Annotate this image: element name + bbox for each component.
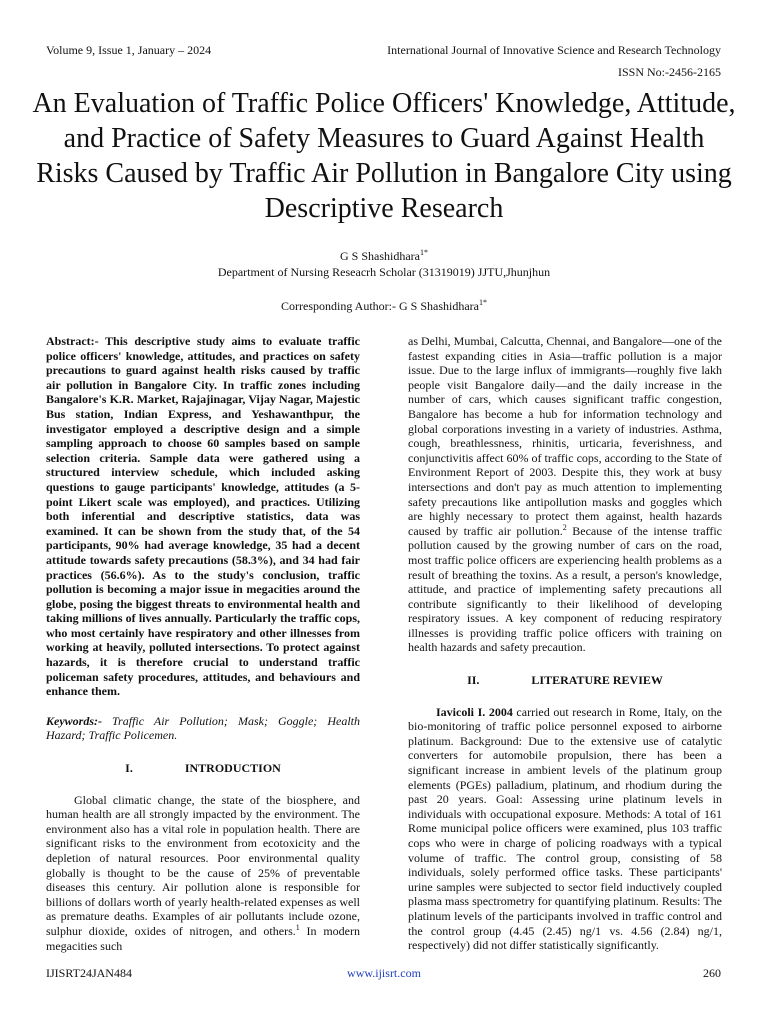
intro-para1-text: Global climatic change, the state of the biosphere, and human health are all strongly impacted by the environment. The environment also has a vital role in population health. There are significant risks to the environment from ecotoxicity and the depletion of natural resources. Poor environmental quality globally is thought to be the cause of 25% of preventable diseases this century. Air pollution alone is responsible for billions of dollars worth of yearly health-related expenses as well as premature deaths. Examples of air pollutants include ozone, sulphur dioxide, oxides of nitrogen, and others. <box>46 792 360 938</box>
volume-issue: Volume 9, Issue 1, January – 2024 <box>46 43 212 57</box>
affiliation: Department of Nursing Reseacrh Scholar (31319019) JJTU,Jhunjhun <box>217 265 551 279</box>
right-column <box>408 334 722 953</box>
keywords <box>46 714 360 743</box>
author-line <box>0 248 768 264</box>
corresponding-sup: 1* <box>478 298 487 307</box>
journal-name: International Journal of Innovative Science and Research Technology <box>387 43 721 57</box>
journal-url-link[interactable]: www.ijisrt.com <box>347 966 421 980</box>
author-sup: 1* <box>420 248 428 257</box>
abstract: Abstract:- This descriptive study aims to evaluate traffic police officers' knowledge, attitudes, and practices on safety precautions to guard against health risks caused by traffic air pollution in Bangalore City. In traffic zones including Bangalore's K.R. Market, Rajajinagar, Vijay Nagar, Majestic Bus station, Indian Express, and Yeshawanthpur, the investigator employed a descriptive design and a simple sampling approach to choose 60 samples based on sample selection criteria. Sample data were gathered using a structured interview schedule, which included asking questions to gauge participants' knowledge, attitudes (a 5-point Likert scale was employed), and practices. Utilizing both inferential and descriptive statistics, data was examined. It can be shown from the study that, of the 54 participants, 90% had average knowledge, 35 had a decent attitude towards safety precautions (58.3%), and 34 had fair practices (56.6%). As to the study's conclusion, traffic pollution is becoming a major issue in megacities around the globe, posing the biggest threats to environmental health and taking millions of lives annually. Particularly the traffic cops, who most certainly have respiratory and other illnesses from working at heavily, polluted intersections. To protect against hazards, it is therefore crucial to understand traffic policeman safety procedures, attitudes, and behaviours and enhance them. <box>46 334 360 699</box>
intro-para2-tail: Because of the intense traffic pollution caused by the growing number of cars on the road, most traffic police officers are experiencing health problems as a result of breathing the toxins. As a result, a person's knowledge, attitude, and practice of implementing safety precautions all contribute significantly to their likelihood of developing respiratory issues. A key component of reducing respiratory illnesses is providing traffic police officers with training on health hazards and safety precaution. <box>408 523 723 655</box>
author-name: G S Shashidhara <box>340 249 420 263</box>
intro-heading <box>46 761 360 776</box>
corresponding-author <box>0 298 768 314</box>
issn: ISSN No:-2456-2165 <box>617 65 721 79</box>
lit-review-lead: Iavicoli I. 2004 <box>436 704 513 719</box>
keywords-label: Keywords:- <box>46 713 102 728</box>
lit-review-paragraph <box>408 705 722 953</box>
lit-review-heading <box>408 673 722 688</box>
intro-paragraph-2 <box>408 334 722 655</box>
citation-2: 2 <box>562 522 567 532</box>
left-column <box>46 334 360 953</box>
citation-1: 1 <box>295 922 300 932</box>
page-number: 260 <box>703 966 721 980</box>
intro-title: INTRODUCTION <box>184 761 281 776</box>
article-code: IJISRT24JAN484 <box>46 966 132 980</box>
lit-review-title: LITERATURE REVIEW <box>531 673 663 688</box>
lit-review-number: II. <box>467 673 480 688</box>
lit-review-text: carried out research in Rome, Italy, on the bio-monitoring of traffic police personnel exposed to airborne platinum. Background: Due to the extensive use of catalytic converters for automobile propulsion, there has been a significant increase in ambient levels of the platinum group elements (PGEs) palladium, platinum, and rhodium during the past 20 years. Goal: Assessing urine platinum levels in individuals with occupational exposure. Methods: A total of 161 Rome municipal police officers were examined, plus 103 traffic cops who were in charge of policing roadways with a typical volume of traffic. The control group, consisting of 58 individuals, solely performed office tasks. These participants' urine samples were subjected to sector field inductively coupled plasma mass spectrometry for quantifying platinum. Results: The platinum levels of the participants involved in traffic control and the control group (4.45 (2.45) ng/1 vs. 4.56 (2.84) ng/1, respectively) did not differ statistically significantly. <box>408 704 722 953</box>
intro-para2-text: as Delhi, Mumbai, Calcutta, Chennai, and Bangalore—one of the fastest expanding cities in Asia—traffic pollution is a major issue. Due to the large influx of immigrants—roughly five lakh people visit Bangalore daily—and the daily increase in the number of cars, which causes significant traffic congestion, Bangalore has become a hub for information technology and global corporations investing in a variety of industries. Asthma, cough, breathlessness, rhinitis, urticaria, feverishness, and conjunctivitis affect 60% of traffic cops, according to the State of Environment Report of 2003. Despite this, they work at busy intersections and don't pay as much attention to implementing safety precautions like antipollution masks and goggles which are highly necessary to protect them against, health hazards caused by traffic air pollution. <box>408 334 722 538</box>
intro-paragraph-1 <box>46 793 360 954</box>
paper-title: An Evaluation of Traffic Police Officers' Knowledge, Attitude, and Practice of Safety Measures to Guard Against Health Risks Caused by Traffic Air Pollution in Bangalore City using Descriptive Research <box>32 88 736 224</box>
keywords-text: Traffic Air Pollution; Mask; Goggle; Health Hazard; Traffic Policemen. <box>46 713 361 743</box>
author-block <box>0 248 768 314</box>
corresponding-label: Corresponding Author:- G S Shashidhara <box>281 299 479 313</box>
intro-number: I. <box>125 761 133 776</box>
intro-para1-tail: In modern megacities such <box>46 923 360 953</box>
